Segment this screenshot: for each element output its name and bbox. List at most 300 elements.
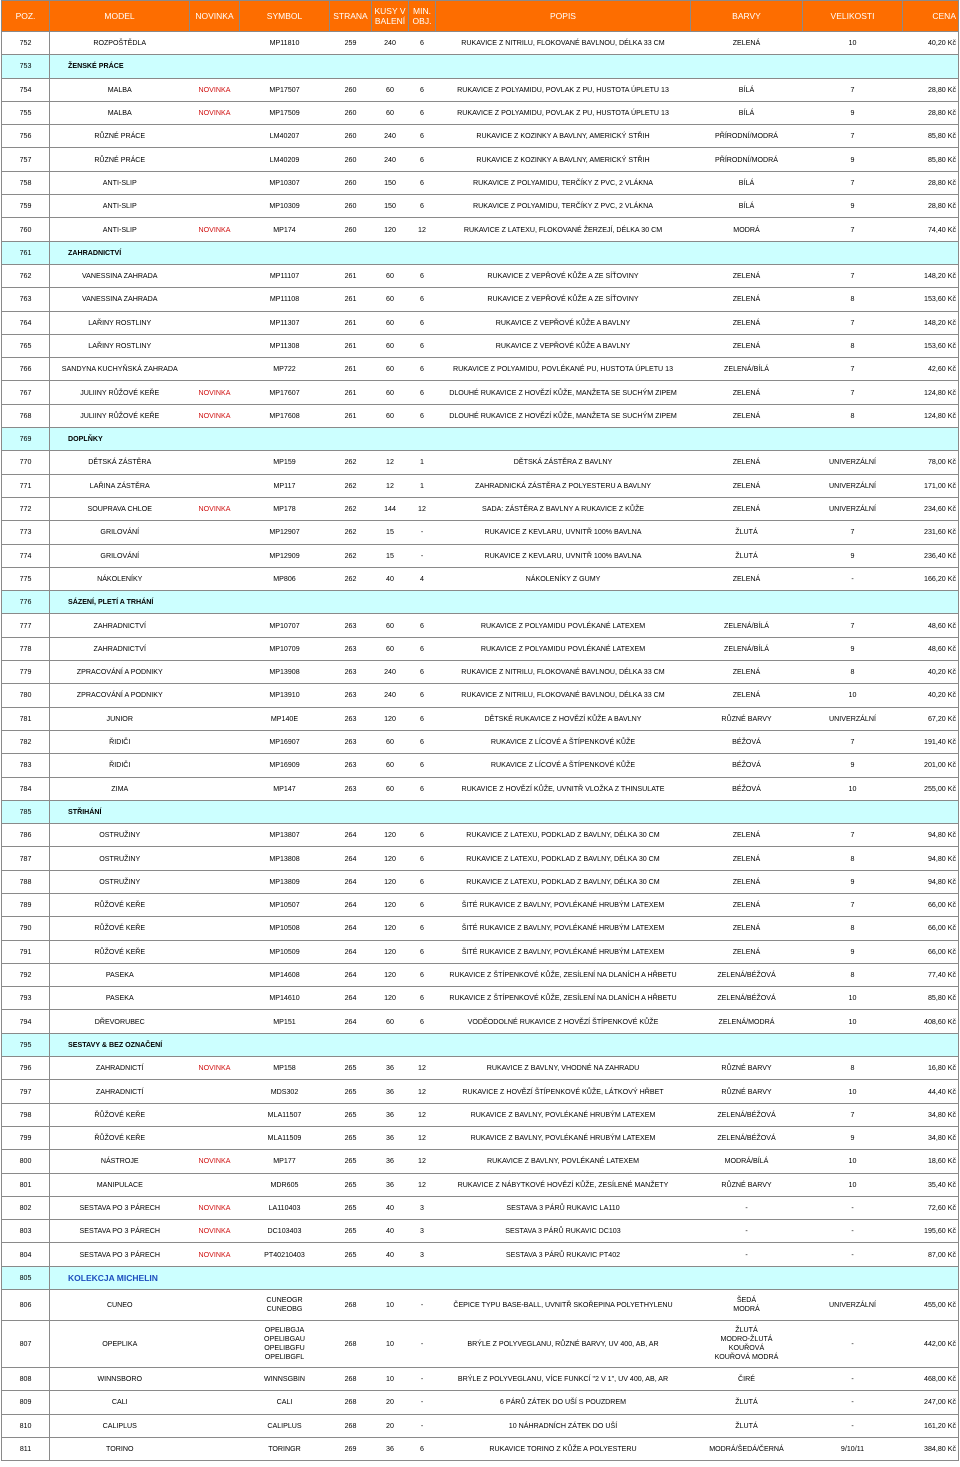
cell-popis: RUKAVICE Z NITRILU, FLOKOVANÉ BAVLNOU, DÉLKA 33 CM <box>436 32 691 55</box>
cell-kusy: 36 <box>372 1150 409 1173</box>
header-velikosti: VELIKOSTI <box>803 1 903 32</box>
cell-poz: 792 <box>2 963 50 986</box>
cell-barvy: MODRÁ/ŠEDÁ/ČERNÁ <box>691 1437 803 1460</box>
cell-strana: 263 <box>330 730 372 753</box>
cell-model: ANTI-SLIP <box>50 171 190 194</box>
table-row <box>2 1321 959 1368</box>
cell-symbol: MP159 <box>240 451 330 474</box>
cell-min: 6 <box>409 684 436 707</box>
cell-strana: 263 <box>330 707 372 730</box>
cell-poz: 778 <box>2 637 50 660</box>
cell-kusy: 120 <box>372 218 409 241</box>
cell-popis: RUKAVICE Z ŠTÍPENKOVÉ KŮŽE, ZESÍLENÍ NA DLANÍCH A HŘBETU <box>436 987 691 1010</box>
cell-cena: 171,00 Kč <box>903 474 959 497</box>
cell-symbol: MP10707 <box>240 614 330 637</box>
cell-barvy: ZELENÁ/BÉŽOVÁ <box>691 987 803 1010</box>
cell-cena: 40,20 Kč <box>903 661 959 684</box>
cell-novinka: NOVINKA <box>190 497 240 520</box>
cell-novinka <box>190 171 240 194</box>
cell-model: MALBA <box>50 101 190 124</box>
cell-cena: 85,80 Kč <box>903 987 959 1010</box>
table-row <box>2 334 959 357</box>
cell-popis: ŠITÉ RUKAVICE Z BAVLNY, POVLÉKANÉ HRUBÝM LATEXEM <box>436 940 691 963</box>
cell-novinka <box>190 824 240 847</box>
cell-novinka <box>190 334 240 357</box>
cell-poz: 769 <box>2 428 50 451</box>
cell-novinka <box>190 730 240 753</box>
table-row <box>2 521 959 544</box>
cell-popis: RUKAVICE Z ŠTÍPENKOVÉ KŮŽE, ZESÍLENÍ NA DLANÍCH A HŘBETU <box>436 963 691 986</box>
cell-model: JULIINY RŮŽOVÉ KEŘE <box>50 404 190 427</box>
cell-barvy: ZELENÁ <box>691 661 803 684</box>
cell-barvy: ZELENÁ/BÍLÁ <box>691 614 803 637</box>
cell-min: 12 <box>409 497 436 520</box>
cell-symbol: MP11307 <box>240 311 330 334</box>
cell-velikosti: 8 <box>803 334 903 357</box>
cell-strana: 263 <box>330 777 372 800</box>
table-row <box>2 171 959 194</box>
section-row <box>2 800 959 823</box>
cell-velikosti: 9 <box>803 195 903 218</box>
cell-popis: RUKAVICE Z LATEXU, PODKLAD Z BAVLNY, DÉLKA 30 CM <box>436 870 691 893</box>
cell-kusy: 60 <box>372 78 409 101</box>
cell-cena: 148,20 Kč <box>903 264 959 287</box>
table-row <box>2 777 959 800</box>
cell-strana: 264 <box>330 824 372 847</box>
cell-popis: ČEPICE TYPU BASE-BALL, UVNITŘ SKOŘEPINA POLYETHYLENU <box>436 1290 691 1321</box>
cell-strana: 263 <box>330 661 372 684</box>
cell-popis: RUKAVICE Z KEVLARU, UVNITŘ 100% BAVLNA <box>436 521 691 544</box>
cell-poz: 784 <box>2 777 50 800</box>
cell-velikosti: 9 <box>803 870 903 893</box>
cell-model: ZAHRADNICTÍ <box>50 1080 190 1103</box>
cell-velikosti: 7 <box>803 171 903 194</box>
cell-model: OPEPLIKA <box>50 1321 190 1368</box>
cell-model: GRILOVÁNÍ <box>50 521 190 544</box>
cell-cena: 28,80 Kč <box>903 101 959 124</box>
cell-min: 12 <box>409 218 436 241</box>
cell-barvy: ZELENÁ <box>691 474 803 497</box>
cell-poz: 806 <box>2 1290 50 1321</box>
cell-velikosti: 7 <box>803 893 903 916</box>
cell-symbol: WINNSGBIN <box>240 1368 330 1391</box>
cell-min: 1 <box>409 474 436 497</box>
cell-min: 12 <box>409 1080 436 1103</box>
cell-barvy: - <box>691 1196 803 1219</box>
cell-novinka <box>190 1368 240 1391</box>
cell-min: 6 <box>409 1010 436 1033</box>
cell-poz: 779 <box>2 661 50 684</box>
table-row <box>2 1057 959 1080</box>
cell-popis: DLOUHÉ RUKAVICE Z HOVĚZÍ KŮŽE, MANŽETA SE SUCHÝM ZIPEM <box>436 404 691 427</box>
cell-kusy: 120 <box>372 963 409 986</box>
cell-poz: 768 <box>2 404 50 427</box>
cell-model: ŘŮŽOVÉ KEŘE <box>50 1126 190 1149</box>
cell-min: 6 <box>409 125 436 148</box>
cell-kusy: 15 <box>372 544 409 567</box>
cell-symbol: MP13807 <box>240 824 330 847</box>
cell-velikosti: 7 <box>803 1103 903 1126</box>
cell-novinka <box>190 521 240 544</box>
cell-strana: 265 <box>330 1057 372 1080</box>
cell-symbol: MP14608 <box>240 963 330 986</box>
table-row <box>2 917 959 940</box>
cell-strana: 260 <box>330 78 372 101</box>
cell-popis: DLOUHÉ RUKAVICE Z HOVĚZÍ KŮŽE, MANŽETA SE SUCHÝM ZIPEM <box>436 381 691 404</box>
cell-novinka <box>190 707 240 730</box>
cell-strana: 268 <box>330 1368 372 1391</box>
cell-novinka <box>190 1290 240 1321</box>
cell-min: 6 <box>409 311 436 334</box>
cell-cena: 77,40 Kč <box>903 963 959 986</box>
cell-poz: 804 <box>2 1243 50 1266</box>
table-row <box>2 1220 959 1243</box>
cell-velikosti: UNIVERZÁLNÍ <box>803 497 903 520</box>
cell-cena: 34,80 Kč <box>903 1126 959 1149</box>
cell-symbol: MP10507 <box>240 893 330 916</box>
header-min: MIN. OBJ. <box>409 1 436 32</box>
cell-min: - <box>409 1321 436 1368</box>
cell-model: ŘIDIČI <box>50 754 190 777</box>
cell-popis: DĚTSKÁ ZÁSTĚRA Z BAVLNY <box>436 451 691 474</box>
cell-kusy: 60 <box>372 334 409 357</box>
table-row <box>2 1414 959 1437</box>
cell-kusy: 10 <box>372 1368 409 1391</box>
cell-barvy: ZELENÁ/BÉŽOVÁ <box>691 1126 803 1149</box>
cell-min: 3 <box>409 1196 436 1219</box>
cell-kusy: 150 <box>372 195 409 218</box>
cell-barvy: BÍLÁ <box>691 195 803 218</box>
cell-kusy: 60 <box>372 614 409 637</box>
cell-velikosti: 9 <box>803 148 903 171</box>
cell-kusy: 40 <box>372 1196 409 1219</box>
cell-strana: 265 <box>330 1220 372 1243</box>
cell-min: 12 <box>409 1150 436 1173</box>
cell-poz: 777 <box>2 614 50 637</box>
cell-poz: 810 <box>2 1414 50 1437</box>
cell-model: JULIINY RŮŽOVÉ KEŘE <box>50 381 190 404</box>
cell-velikosti: UNIVERZÁLNÍ <box>803 707 903 730</box>
cell-model: ZPRACOVÁNÍ A PODNIKY <box>50 661 190 684</box>
cell-strana: 260 <box>330 101 372 124</box>
cell-cena: 153,60 Kč <box>903 334 959 357</box>
cell-poz: 808 <box>2 1368 50 1391</box>
cell-novinka <box>190 870 240 893</box>
cell-velikosti: 9/10/11 <box>803 1437 903 1460</box>
cell-novinka: NOVINKA <box>190 78 240 101</box>
cell-barvy: ZELENÁ <box>691 381 803 404</box>
cell-barvy: ZELENÁ <box>691 288 803 311</box>
cell-velikosti: UNIVERZÁLNÍ <box>803 1290 903 1321</box>
cell-symbol: MP10509 <box>240 940 330 963</box>
cell-poz: 762 <box>2 264 50 287</box>
cell-strana: 260 <box>330 195 372 218</box>
cell-novinka <box>190 451 240 474</box>
table-row <box>2 870 959 893</box>
cell-barvy: ŽLUTÁ <box>691 544 803 567</box>
cell-symbol: MP13809 <box>240 870 330 893</box>
cell-velikosti: 7 <box>803 381 903 404</box>
cell-symbol: CUNEOGR CUNEOBG <box>240 1290 330 1321</box>
cell-kusy: 60 <box>372 730 409 753</box>
cell-strana: 260 <box>330 171 372 194</box>
cell-kusy: 240 <box>372 32 409 55</box>
cell-strana: 259 <box>330 32 372 55</box>
section-title: KOLEKCJA MICHELIN <box>50 1266 959 1289</box>
header-model: MODEL <box>50 1 190 32</box>
cell-model: SOUPRAVA CHLOE <box>50 497 190 520</box>
cell-popis: RUKAVICE Z LATEXU, PODKLAD Z BAVLNY, DÉLKA 30 CM <box>436 824 691 847</box>
cell-novinka <box>190 125 240 148</box>
cell-strana: 263 <box>330 754 372 777</box>
cell-velikosti: - <box>803 1414 903 1437</box>
cell-cena: 161,20 Kč <box>903 1414 959 1437</box>
cell-model: SESTAVA PO 3 PÁRECH <box>50 1220 190 1243</box>
cell-symbol: MDR605 <box>240 1173 330 1196</box>
cell-poz: 803 <box>2 1220 50 1243</box>
cell-model: NÁSTROJE <box>50 1150 190 1173</box>
table-row <box>2 32 959 55</box>
cell-cena: 201,00 Kč <box>903 754 959 777</box>
cell-poz: 764 <box>2 311 50 334</box>
cell-symbol: DC103403 <box>240 1220 330 1243</box>
cell-cena: 66,00 Kč <box>903 940 959 963</box>
cell-kusy: 12 <box>372 451 409 474</box>
cell-kusy: 240 <box>372 148 409 171</box>
cell-min: 6 <box>409 78 436 101</box>
cell-velikosti: 8 <box>803 917 903 940</box>
cell-model: VANESSINA ZAHRADA <box>50 264 190 287</box>
table-row <box>2 1173 959 1196</box>
cell-velikosti: 8 <box>803 1057 903 1080</box>
cell-velikosti: - <box>803 1243 903 1266</box>
cell-cena: 34,80 Kč <box>903 1103 959 1126</box>
cell-poz: 771 <box>2 474 50 497</box>
cell-strana: 261 <box>330 404 372 427</box>
cell-strana: 262 <box>330 544 372 567</box>
cell-strana: 265 <box>330 1103 372 1126</box>
cell-min: 12 <box>409 1057 436 1080</box>
cell-novinka <box>190 264 240 287</box>
cell-poz: 759 <box>2 195 50 218</box>
table-row <box>2 707 959 730</box>
cell-novinka: NOVINKA <box>190 101 240 124</box>
cell-strana: 262 <box>330 567 372 590</box>
price-list-table <box>1 0 959 1461</box>
cell-min: 6 <box>409 334 436 357</box>
cell-novinka: NOVINKA <box>190 1220 240 1243</box>
table-row <box>2 1150 959 1173</box>
cell-symbol: PT40210403 <box>240 1243 330 1266</box>
cell-model: RŮŽOVÉ KEŘE <box>50 940 190 963</box>
cell-popis: RUKAVICE Z NITRILU, FLOKOVANÉ BAVLNOU, DÉLKA 33 CM <box>436 684 691 707</box>
cell-barvy: RŮZNÉ BARVY <box>691 1173 803 1196</box>
cell-novinka <box>190 567 240 590</box>
cell-popis: RUKAVICE Z POLYAMIDU, POVLÉKANÉ PU, HUSTOTA ÚPLETU 13 <box>436 358 691 381</box>
cell-novinka <box>190 195 240 218</box>
cell-barvy: ZELENÁ <box>691 870 803 893</box>
table-row <box>2 824 959 847</box>
cell-novinka: NOVINKA <box>190 1196 240 1219</box>
cell-strana: 261 <box>330 288 372 311</box>
cell-strana: 261 <box>330 311 372 334</box>
cell-min: 6 <box>409 358 436 381</box>
cell-min: 6 <box>409 148 436 171</box>
cell-kusy: 12 <box>372 474 409 497</box>
cell-model: SESTAVA PO 3 PÁRECH <box>50 1243 190 1266</box>
cell-symbol: MP10508 <box>240 917 330 940</box>
table-row <box>2 358 959 381</box>
cell-cena: 66,00 Kč <box>903 893 959 916</box>
table-row <box>2 1437 959 1460</box>
cell-symbol: MP10309 <box>240 195 330 218</box>
cell-velikosti: 8 <box>803 288 903 311</box>
cell-model: NÁKOLENÍKY <box>50 567 190 590</box>
table-row <box>2 730 959 753</box>
cell-min: 6 <box>409 195 436 218</box>
cell-strana: 261 <box>330 334 372 357</box>
cell-cena: 40,20 Kč <box>903 684 959 707</box>
cell-min: 6 <box>409 101 436 124</box>
table-row <box>2 661 959 684</box>
cell-strana: 265 <box>330 1126 372 1149</box>
cell-model: CALIPLUS <box>50 1414 190 1437</box>
cell-poz: 796 <box>2 1057 50 1080</box>
table-row <box>2 1080 959 1103</box>
cell-barvy: ŽLUTÁ <box>691 1414 803 1437</box>
table-row <box>2 195 959 218</box>
table-row <box>2 940 959 963</box>
cell-model: ZIMA <box>50 777 190 800</box>
section-title: ŽENSKÉ PRÁCE <box>50 55 959 78</box>
section-row <box>2 241 959 264</box>
cell-poz: 775 <box>2 567 50 590</box>
cell-model: DĚTSKÁ ZÁSTĚRA <box>50 451 190 474</box>
table-row <box>2 451 959 474</box>
cell-novinka <box>190 1437 240 1460</box>
cell-velikosti: - <box>803 1196 903 1219</box>
cell-poz: 783 <box>2 754 50 777</box>
cell-barvy: ZELENÁ/MODRÁ <box>691 1010 803 1033</box>
cell-velikosti: UNIVERZÁLNÍ <box>803 474 903 497</box>
cell-cena: 28,80 Kč <box>903 78 959 101</box>
cell-novinka: NOVINKA <box>190 381 240 404</box>
cell-velikosti: 8 <box>803 963 903 986</box>
cell-cena: 94,80 Kč <box>903 847 959 870</box>
cell-cena: 85,80 Kč <box>903 125 959 148</box>
cell-barvy: ZELENÁ <box>691 451 803 474</box>
cell-poz: 773 <box>2 521 50 544</box>
cell-popis: RUKAVICE Z KOZINKY A BAVLNY, AMERICKÝ STŘIH <box>436 125 691 148</box>
cell-barvy: RŮZNÉ BARVY <box>691 707 803 730</box>
cell-symbol: MP140E <box>240 707 330 730</box>
table-row <box>2 847 959 870</box>
header-kusy: KUSY V BALENÍ <box>372 1 409 32</box>
cell-barvy: ZELENÁ/BÉŽOVÁ <box>691 963 803 986</box>
cell-min: 6 <box>409 637 436 660</box>
cell-cena: 195,60 Kč <box>903 1220 959 1243</box>
cell-barvy: ZELENÁ <box>691 264 803 287</box>
cell-symbol: MP16907 <box>240 730 330 753</box>
cell-barvy: BÍLÁ <box>691 171 803 194</box>
cell-barvy: - <box>691 1243 803 1266</box>
cell-min: - <box>409 1391 436 1414</box>
cell-popis: RUKAVICE Z NITRILU, FLOKOVANÉ BAVLNOU, DÉLKA 33 CM <box>436 661 691 684</box>
section-title: ZAHRADNICTVÍ <box>50 241 959 264</box>
cell-cena: 78,00 Kč <box>903 451 959 474</box>
table-row <box>2 1010 959 1033</box>
cell-velikosti: UNIVERZÁLNÍ <box>803 451 903 474</box>
cell-velikosti: 10 <box>803 1080 903 1103</box>
cell-popis: RUKAVICE Z POLYAMIDU, TERČÍKY Z PVC, 2 VLÁKNA <box>436 195 691 218</box>
cell-model: VANESSINA ZAHRADA <box>50 288 190 311</box>
cell-novinka <box>190 358 240 381</box>
cell-kusy: 60 <box>372 358 409 381</box>
cell-novinka <box>190 847 240 870</box>
table-row <box>2 987 959 1010</box>
cell-novinka <box>190 637 240 660</box>
cell-symbol: OPELIBGJA OPELIBGAU OPELIBGFU OPELIBGFL <box>240 1321 330 1368</box>
table-row <box>2 754 959 777</box>
cell-min: - <box>409 1368 436 1391</box>
cell-symbol: MP806 <box>240 567 330 590</box>
cell-novinka <box>190 148 240 171</box>
cell-poz: 795 <box>2 1033 50 1056</box>
cell-symbol: MP17507 <box>240 78 330 101</box>
cell-novinka <box>190 987 240 1010</box>
cell-poz: 785 <box>2 800 50 823</box>
cell-model: LAŘINY ROSTLINY <box>50 334 190 357</box>
cell-popis: RUKAVICE TORINO Z KŮŽE A POLYESTERU <box>436 1437 691 1460</box>
cell-strana: 260 <box>330 125 372 148</box>
cell-poz: 786 <box>2 824 50 847</box>
cell-cena: 87,00 Kč <box>903 1243 959 1266</box>
table-row <box>2 1391 959 1414</box>
section-row <box>2 591 959 614</box>
cell-symbol: MP12907 <box>240 521 330 544</box>
table-row <box>2 404 959 427</box>
cell-poz: 780 <box>2 684 50 707</box>
cell-strana: 264 <box>330 1010 372 1033</box>
cell-cena: 231,60 Kč <box>903 521 959 544</box>
cell-min: 1 <box>409 451 436 474</box>
cell-strana: 269 <box>330 1437 372 1460</box>
cell-novinka <box>190 1321 240 1368</box>
cell-cena: 44,40 Kč <box>903 1080 959 1103</box>
cell-popis: RUKAVICE Z KOZINKY A BAVLNY, AMERICKÝ STŘIH <box>436 148 691 171</box>
cell-symbol: MP11308 <box>240 334 330 357</box>
cell-popis: VODĚODOLNÉ RUKAVICE Z HOVĚZÍ ŠTÍPENKOVÉ KŮŽE <box>436 1010 691 1033</box>
cell-symbol: MP158 <box>240 1057 330 1080</box>
cell-model: SESTAVA PO 3 PÁRECH <box>50 1196 190 1219</box>
cell-kusy: 120 <box>372 870 409 893</box>
cell-popis: RUKAVICE Z NÁBYTKOVÉ HOVĚZÍ KŮŽE, ZESÍLENÉ MANŽETY <box>436 1173 691 1196</box>
cell-strana: 265 <box>330 1150 372 1173</box>
cell-min: 12 <box>409 1173 436 1196</box>
section-row <box>2 1033 959 1056</box>
table-row <box>2 1103 959 1126</box>
cell-cena: 124,80 Kč <box>903 381 959 404</box>
cell-novinka <box>190 311 240 334</box>
table-row <box>2 684 959 707</box>
cell-min: 6 <box>409 754 436 777</box>
cell-popis: SESTAVA 3 PÁRŮ RUKAVIC DC103 <box>436 1220 691 1243</box>
header-poz: POZ. <box>2 1 50 32</box>
cell-barvy: BÉŽOVÁ <box>691 754 803 777</box>
cell-poz: 781 <box>2 707 50 730</box>
cell-velikosti: - <box>803 1220 903 1243</box>
cell-kusy: 150 <box>372 171 409 194</box>
